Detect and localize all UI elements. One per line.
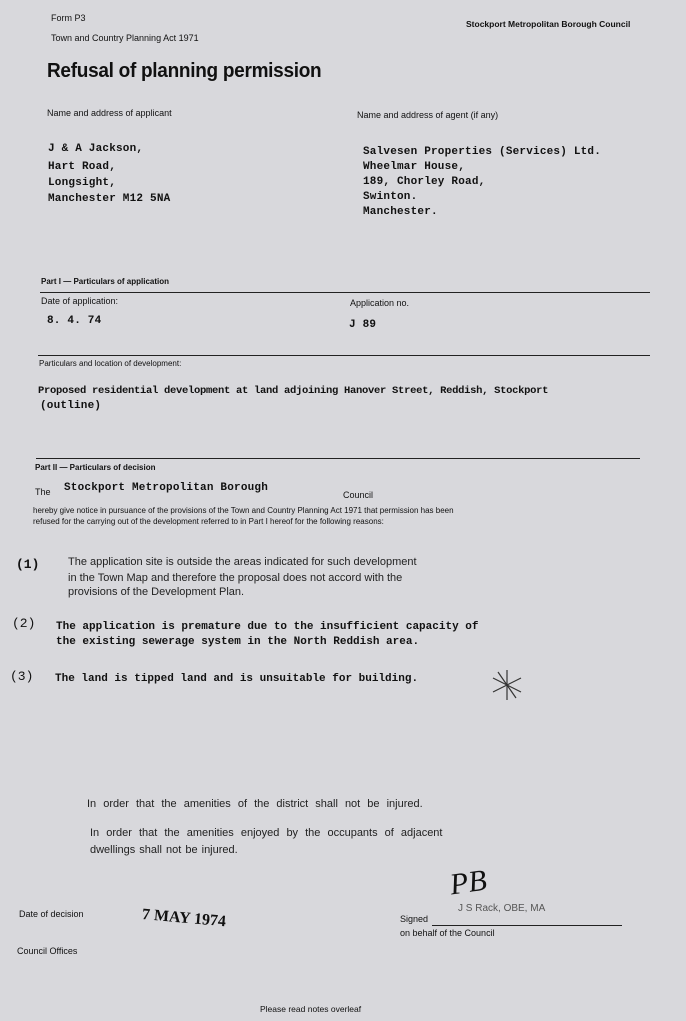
application-no-value: J 89	[349, 319, 377, 331]
applicant-line: Longsight,	[48, 177, 117, 189]
development-line: (outline)	[40, 400, 102, 412]
agent-line: Salvesen Properties (Services) Ltd.	[363, 146, 602, 158]
agent-label: Name and address of agent (if any)	[357, 110, 499, 120]
council-name: Stockport Metropolitan Borough Council	[466, 19, 631, 29]
notice-text: refused for the carrying out of the development referred to in Part I hereof for the following reasons:	[33, 517, 384, 526]
reason-text: The application is premature due to the insufficient capacity of	[56, 621, 479, 633]
applicant-label: Name and address of applicant	[47, 108, 172, 118]
act-reference: Town and Country Planning Act 1971	[51, 33, 199, 43]
applicant-line: Hart Road,	[48, 161, 117, 173]
the-label: The	[35, 487, 51, 497]
signature: PB	[447, 863, 489, 902]
divider	[38, 355, 650, 356]
agent-line: Swinton.	[363, 191, 418, 203]
date-of-decision-stamp: 7 MAY 1974	[141, 906, 227, 931]
divider	[36, 458, 640, 459]
document-title: Refusal of planning permission	[47, 60, 322, 82]
form-number: Form P3	[51, 13, 86, 23]
development-label: Particulars and location of development:	[39, 359, 182, 368]
signature-line	[432, 925, 622, 926]
on-behalf-label: on behalf of the Council	[400, 928, 495, 938]
reason-text: The land is tipped land and is unsuitable for building.	[55, 673, 419, 685]
date-of-decision-label: Date of decision	[19, 909, 84, 919]
council-label: Council	[343, 490, 374, 500]
reason-text: provisions of the Development Plan.	[68, 586, 245, 598]
signatory-name: J S Rack, OBE, MA	[458, 903, 546, 914]
authority-name: Stockport Metropolitan Borough	[64, 482, 269, 494]
reason-number: (2)	[12, 616, 36, 631]
part2-heading: Part II — Particulars of decision	[35, 463, 156, 472]
notes-overleaf: Please read notes overleaf	[260, 1004, 362, 1014]
application-no-label: Application no.	[350, 298, 410, 308]
signed-label: Signed	[400, 914, 429, 924]
reason-text: in the Town Map and therefore the proposal does not accord with the	[68, 572, 403, 584]
part1-heading: Part I — Particulars of application	[41, 277, 170, 286]
reason-number: (3)	[10, 669, 34, 684]
reason-number: (1)	[16, 557, 40, 572]
reason-text: the existing sewerage system in the North Reddish area.	[56, 636, 420, 648]
condition-text: In order that the amenities of the district shall not be injured.	[87, 798, 423, 810]
condition-text: dwellings shall not be injured.	[90, 844, 238, 856]
agent-line: Manchester.	[363, 206, 438, 218]
notice-text: hereby give notice in pursuance of the provisions of the Town and Country Planning Act 1971 that permission has been	[33, 506, 454, 515]
reason-text: The application site is outside the areas indicated for such development	[68, 556, 417, 568]
asterisk-mark-icon	[490, 668, 524, 702]
divider	[40, 292, 650, 293]
condition-text: In order that the amenities enjoyed by the occupants of adjacent	[90, 827, 443, 839]
date-of-application-value: 8. 4. 74	[47, 315, 102, 327]
agent-line: 189, Chorley Road,	[363, 176, 486, 188]
agent-line: Wheelmar House,	[363, 161, 466, 173]
applicant-line: Manchester M12 5NA	[48, 193, 171, 205]
council-offices-label: Council Offices	[17, 946, 78, 956]
development-line: Proposed residential development at land adjoining Hanover Street, Reddish, Stockport	[38, 385, 549, 397]
applicant-line: J & A Jackson,	[48, 143, 144, 155]
date-of-application-label: Date of application:	[41, 296, 119, 306]
